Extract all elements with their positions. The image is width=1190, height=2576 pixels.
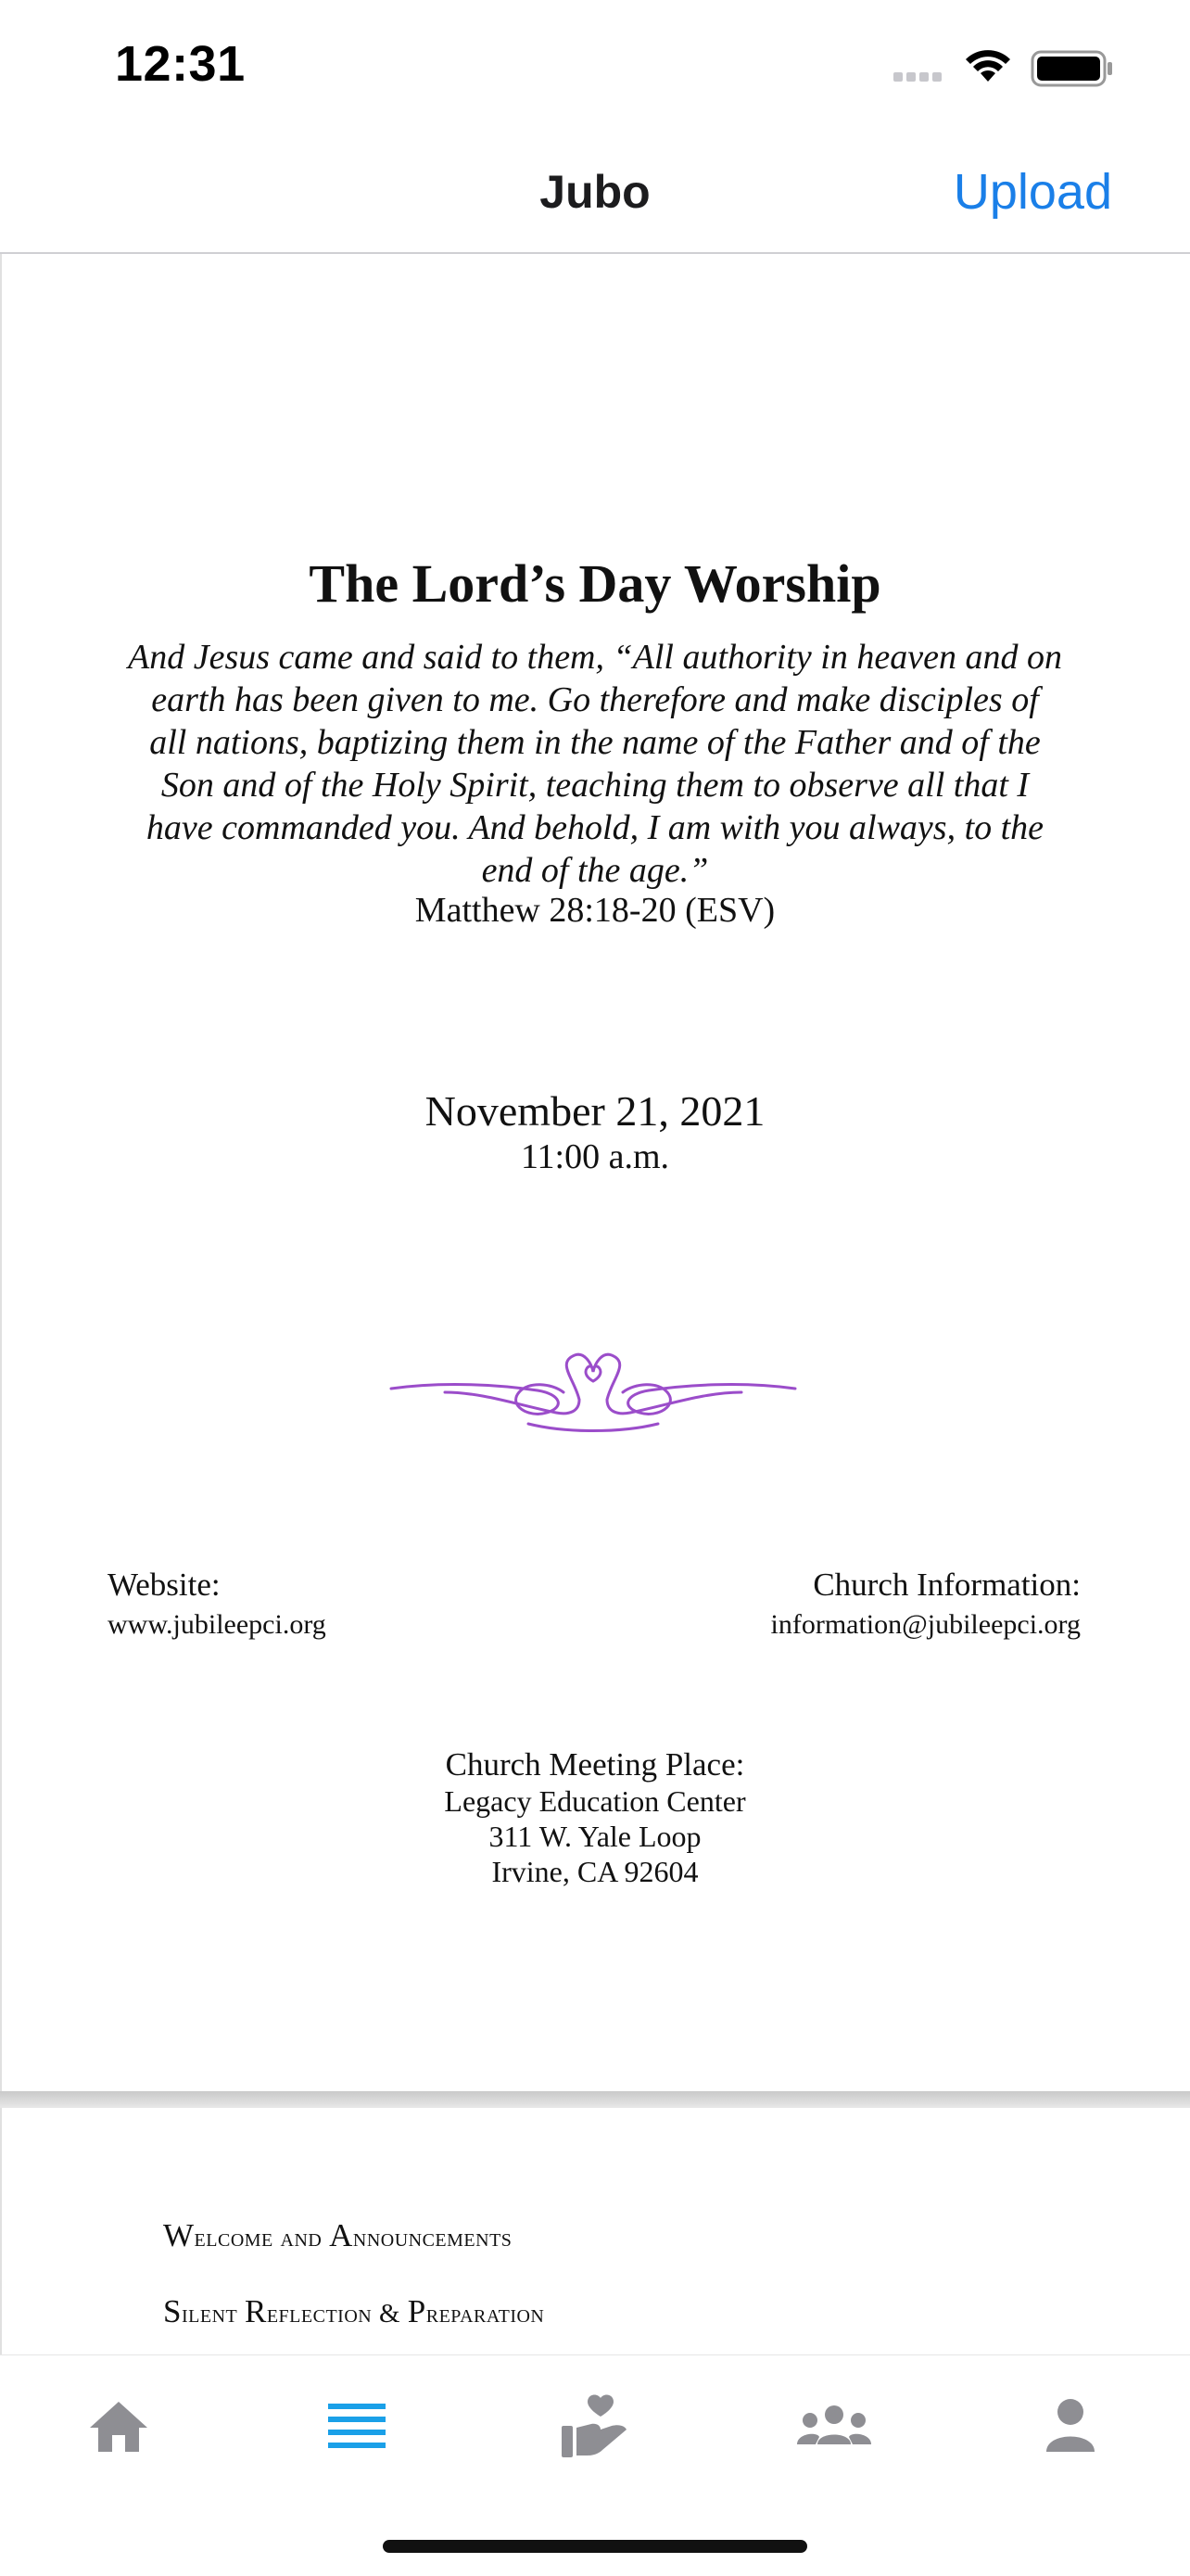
page-title: Jubo bbox=[539, 166, 651, 218]
order-item-reflection: Silent Reflection & Preparation bbox=[163, 2293, 545, 2329]
verse-line: earth has been given to me. Go therefore and make disciples of bbox=[151, 680, 1039, 719]
meeting-place bbox=[0, 1746, 1190, 1889]
service-date: November 21, 2021 bbox=[424, 1087, 766, 1135]
tab-bulletin[interactable] bbox=[310, 2389, 403, 2463]
verse-line: all nations, baptizing them in the name of the Father and of the bbox=[149, 723, 1041, 762]
church-info-email[interactable]: information@jubileepci.org bbox=[770, 1609, 1081, 1640]
church-info-label: Church Information: bbox=[813, 1567, 1081, 1603]
list-icon bbox=[328, 2402, 386, 2450]
verse-line: have commanded you. And behold, I am with you always, to the bbox=[146, 808, 1044, 847]
order-item-welcome: Welcome and Announcements bbox=[163, 2217, 513, 2253]
meeting-place-line: Irvine, CA 92604 bbox=[491, 1855, 699, 1888]
verse-line: end of the age.” bbox=[481, 851, 709, 890]
status-icons bbox=[893, 46, 1116, 91]
service-time: 11:00 a.m. bbox=[520, 1137, 670, 1176]
verse-line: Son and of the Holy Spirit, teaching them to observe all that I bbox=[160, 766, 1030, 805]
verse-reference: Matthew 28:18-20 (ESV) bbox=[414, 891, 776, 930]
verse-line: And Jesus came and said to them, “All authority in heaven and on bbox=[128, 638, 1062, 677]
tab-giving[interactable] bbox=[549, 2389, 641, 2463]
profile-person-icon bbox=[1044, 2398, 1096, 2454]
website-link[interactable]: www.jubileepci.org bbox=[108, 1609, 326, 1640]
wifi-icon bbox=[966, 50, 1010, 82]
meeting-place-line: Legacy Education Center bbox=[444, 1784, 746, 1818]
ornament-flourish-icon bbox=[389, 1335, 797, 1437]
home-indicator bbox=[383, 2540, 807, 2553]
battery-icon bbox=[1032, 52, 1112, 85]
giving-hand-heart-icon bbox=[560, 2392, 630, 2459]
website-label: Website: bbox=[108, 1567, 221, 1603]
signal-icon bbox=[893, 72, 942, 82]
scripture-verse bbox=[93, 636, 1097, 892]
tab-profile[interactable] bbox=[1024, 2389, 1117, 2463]
tab-community[interactable] bbox=[788, 2389, 880, 2463]
upload-button[interactable]: Upload bbox=[953, 164, 1112, 220]
home-icon bbox=[88, 2398, 149, 2454]
status-time: 12:31 bbox=[115, 36, 246, 92]
page-separator bbox=[0, 2091, 1190, 2108]
meeting-place-label: Church Meeting Place: bbox=[445, 1746, 745, 1783]
bulletin-title: The Lord’s Day Worship bbox=[309, 553, 881, 614]
tab-home[interactable] bbox=[72, 2389, 165, 2463]
community-group-icon bbox=[797, 2404, 871, 2448]
meeting-place-line: 311 W. Yale Loop bbox=[488, 1820, 702, 1853]
